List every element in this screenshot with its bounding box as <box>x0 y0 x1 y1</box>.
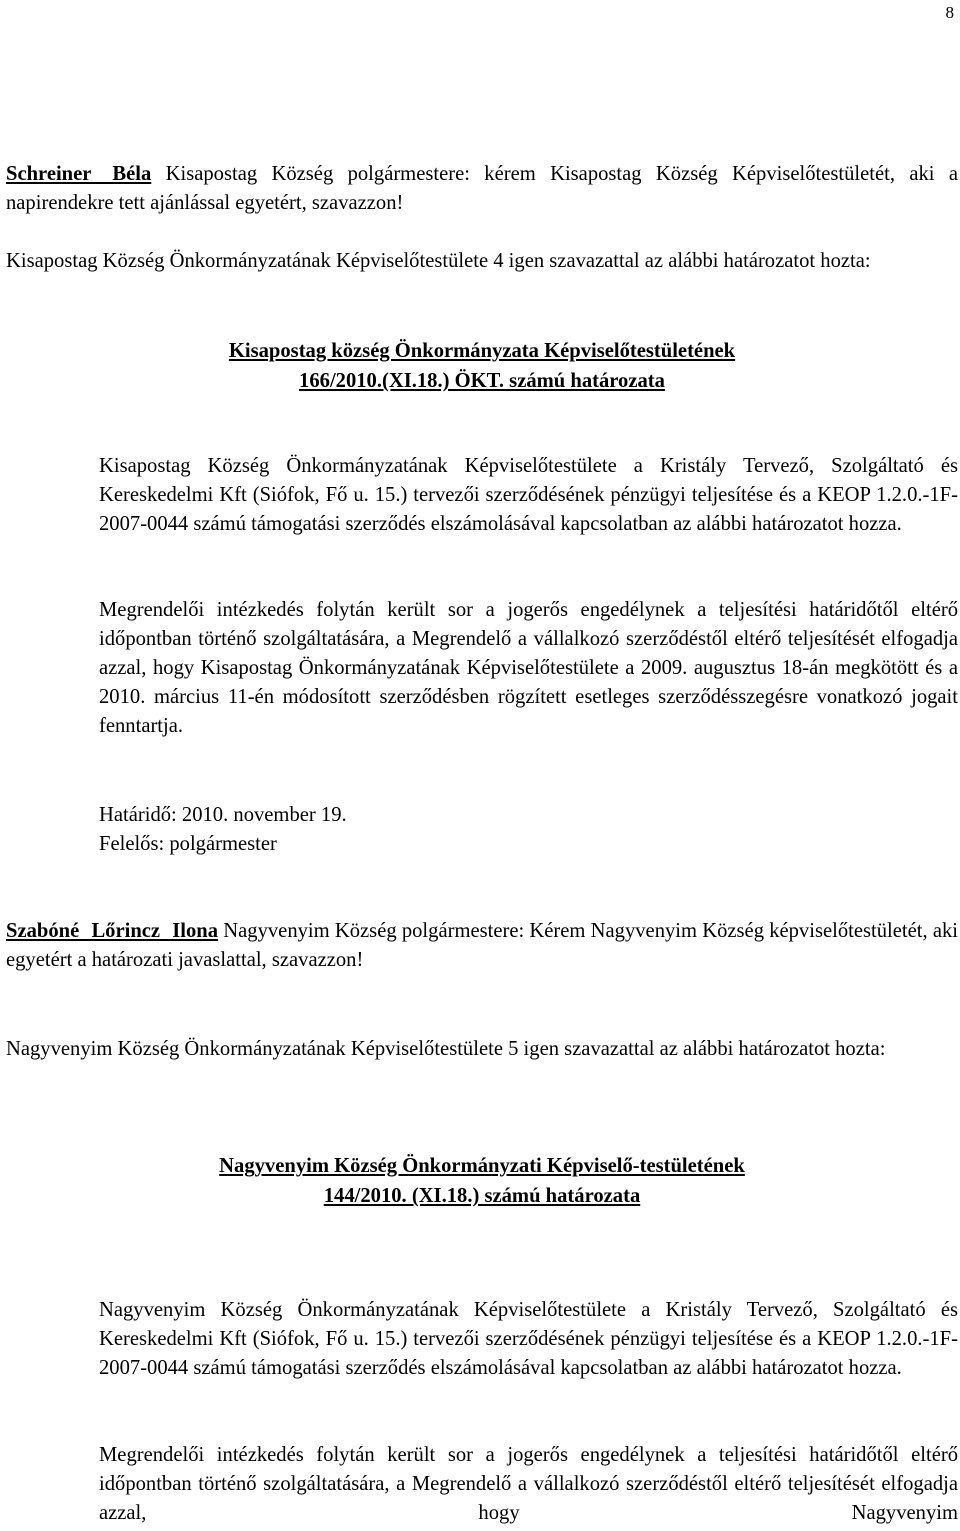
deadline: Határidő: 2010. november 19. <box>99 804 347 826</box>
resolution-title-line1: Kisapostag község Önkormányzata Képviselőtestületének <box>228 340 736 362</box>
resolution-title-nagyvenyim <box>6 1151 958 1211</box>
page-number: 8 <box>945 3 954 22</box>
vote-result-nagyvenyim: Nagyvenyim Község Önkormányzatának Képviselőtestülete 5 igen szavazattal az alábbi határozatot hozta: <box>6 1038 886 1060</box>
resolution-title-line2: 144/2010. (XI.18.) számú határozata <box>323 1185 641 1207</box>
speaker-name: Szabóné Lőrincz Ilona <box>6 920 219 942</box>
speaker-text: Nagyvenyim Község polgármestere: Kérem Nagyvenyim Község képviselőtestületét, aki egyetért a határozati javaslattal, szavazzon! <box>6 920 958 971</box>
vote-result-kisapostag: Kisapostag Község Önkormányzatának Képviselőtestülete 4 igen szavazattal az alábbi határozatot hozta: <box>6 250 871 272</box>
resolution-title-line2: 166/2010.(XI.18.) ÖKT. számú határozata <box>299 370 665 392</box>
speaker-statement-kisapostag <box>6 160 958 218</box>
resolution-paragraph-nagyvenyim-1: Nagyvenyim Község Önkormányzatának Képviselőtestülete a Kristály Tervező, Szolgáltató és Kereskedelmi Kft (Siófok, Fő u. 15.) tervezői szerződésének pénzügyi teljesítése és a KEOP 1.2.0.-1F-2007-0044 számú támogatási szerződés elszámolásával kapcsolatban az alábbi határozatot hozza. <box>99 1299 958 1379</box>
speaker-statement-nagyvenyim <box>6 917 958 975</box>
resolution-paragraph-kisapostag-2: Megrendelői intézkedés folytán került sor a jogerős engedélynek a teljesítési határidőtől eltérő időpontban történő szolgáltatására, a Megrendelő a vállalkozó szerződéstől eltérő teljesítését elfogadja azzal, hogy Kisapostag Önkormányzatának Képviselőtestülete a 2009. augusztus 18-án megkötött és a 2010. március 11-én módosított szerződésben rögzített esetleges szerződésszegésre vonatkozó jogait fenntartja. <box>99 599 958 737</box>
resolution-title-line1: Nagyvenyim Község Önkormányzati Képviselő-testületének <box>219 1155 745 1177</box>
speaker-text: Kisapostag Község polgármestere: kérem Kisapostag Község Képviselőtestületét, aki a napirendekre tett ajánlással egyetért, szavazzon! <box>6 163 958 214</box>
resolution-paragraph-nagyvenyim-2: Megrendelői intézkedés folytán került sor a jogerős engedélynek a teljesítési határidőtől eltérő időpontban történő szolgáltatására, a Megrendelő a vállalkozó szerződéstől eltérő teljesítését elfogadja azzal, hogy Nagyvenyim <box>99 1444 958 1524</box>
speaker-name: Schreiner Béla <box>6 163 152 185</box>
resolution-paragraph-kisapostag-1: Kisapostag Község Önkormányzatának Képviselőtestülete a Kristály Tervező, Szolgáltató és Kereskedelmi Kft (Siófok, Fő u. 15.) tervezői szerződésének pénzügyi teljesítése és a KEOP 1.2.0.-1F-2007-0044 számú támogatási szerződés elszámolásával kapcsolatban az alábbi határozatot hozza. <box>99 455 958 535</box>
responsible: Felelős: polgármester <box>99 833 277 855</box>
resolution-title-kisapostag <box>6 336 958 396</box>
